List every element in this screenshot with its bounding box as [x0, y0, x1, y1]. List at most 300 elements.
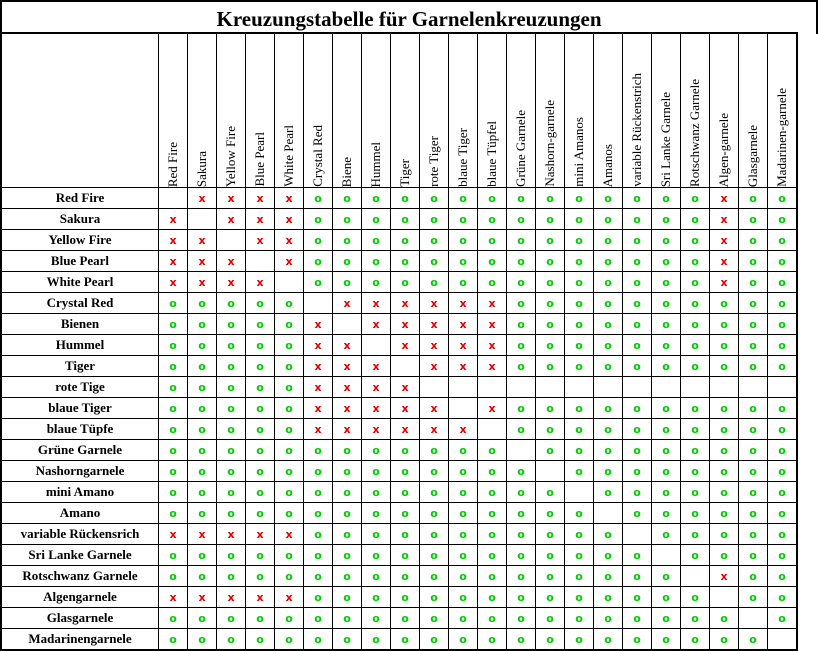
compatible-mark: o [343, 611, 351, 625]
table-cell [565, 482, 594, 503]
table-cell [188, 209, 217, 230]
table-cell [420, 314, 449, 335]
compatible-mark: o [256, 485, 264, 499]
column-header-label: Algen-garnele [716, 112, 731, 187]
compatible-mark: o [691, 422, 699, 436]
table-cell [217, 188, 246, 209]
compatible-mark: o [517, 569, 525, 583]
row-header: Red Fire [1, 188, 159, 209]
compatible-mark: o [517, 338, 525, 352]
incompatible-mark: x [459, 296, 467, 310]
table-cell [362, 209, 391, 230]
compatible-mark: o [662, 590, 670, 604]
compatible-mark: o [488, 275, 496, 289]
compatible-mark: o [198, 359, 206, 373]
table-cell [565, 209, 594, 230]
compatible-mark: o [343, 569, 351, 583]
table-cell [159, 188, 188, 209]
table-cell [275, 608, 304, 629]
table-cell [623, 440, 652, 461]
row-header: Glasgarnele [1, 608, 159, 629]
table-cell [246, 209, 275, 230]
table-cell [449, 230, 478, 251]
compatible-mark: o [198, 548, 206, 562]
table-cell [217, 419, 246, 440]
column-header [507, 33, 536, 188]
table-cell [449, 461, 478, 482]
compatible-mark: o [314, 527, 322, 541]
incompatible-mark: x [314, 422, 322, 436]
table-cell [420, 482, 449, 503]
compatible-mark: o [778, 443, 786, 457]
incompatible-mark: x [256, 212, 264, 226]
table-cell [217, 608, 246, 629]
table-cell [739, 335, 768, 356]
incompatible-mark: x [372, 317, 380, 331]
compatible-mark: o [749, 590, 757, 604]
table-cell [449, 293, 478, 314]
table-cell [478, 608, 507, 629]
compatible-mark: o [256, 338, 264, 352]
incompatible-mark: x [459, 422, 467, 436]
row-header: Hummel [1, 335, 159, 356]
table-cell [565, 419, 594, 440]
compatible-mark: o [401, 527, 409, 541]
compatible-mark: o [256, 569, 264, 583]
table-cell [623, 377, 652, 398]
table-cell [507, 482, 536, 503]
incompatible-mark: x [314, 359, 322, 373]
table-cell [449, 608, 478, 629]
table-cell [333, 440, 362, 461]
table-cell [768, 482, 798, 503]
compatible-mark: o [633, 422, 641, 436]
compatible-mark: o [517, 527, 525, 541]
table-cell [275, 398, 304, 419]
table-cell [362, 251, 391, 272]
table-cell [159, 293, 188, 314]
incompatible-mark: x [198, 527, 206, 541]
crossing-table [0, 32, 798, 651]
table-cell [594, 188, 623, 209]
table-cell [507, 608, 536, 629]
table-cell [478, 314, 507, 335]
table-cell [275, 524, 304, 545]
table-cell [768, 335, 798, 356]
compatible-mark: o [285, 317, 293, 331]
table-cell [188, 608, 217, 629]
incompatible-mark: x [401, 380, 409, 394]
table-cell [710, 461, 739, 482]
table-cell [478, 398, 507, 419]
table-cell [594, 293, 623, 314]
compatible-mark: o [662, 611, 670, 625]
compatible-mark: o [314, 254, 322, 268]
table-cell [652, 356, 681, 377]
compatible-mark: o [691, 338, 699, 352]
compatible-mark: o [546, 632, 554, 646]
compatible-mark: o [343, 275, 351, 289]
table-row [1, 503, 797, 524]
table-cell [768, 230, 798, 251]
table-cell [159, 398, 188, 419]
incompatible-mark: x [401, 317, 409, 331]
compatible-mark: o [227, 443, 235, 457]
table-cell [362, 293, 391, 314]
table-cell [304, 335, 333, 356]
compatible-mark: o [691, 590, 699, 604]
compatible-mark: o [575, 506, 583, 520]
table-cell [507, 377, 536, 398]
compatible-mark: o [604, 233, 612, 247]
compatible-mark: o [488, 611, 496, 625]
table-cell [304, 209, 333, 230]
table-cell [333, 482, 362, 503]
table-cell [362, 503, 391, 524]
compatible-mark: o [401, 254, 409, 268]
table-cell [420, 293, 449, 314]
compatible-mark: o [604, 569, 612, 583]
table-cell [768, 293, 798, 314]
compatible-mark: o [778, 422, 786, 436]
table-cell [623, 545, 652, 566]
table-cell [478, 587, 507, 608]
table-cell [507, 545, 536, 566]
table-cell [681, 209, 710, 230]
table-cell [652, 209, 681, 230]
compatible-mark: o [488, 485, 496, 499]
compatible-mark: o [488, 548, 496, 562]
table-cell [710, 398, 739, 419]
compatible-mark: o [372, 254, 380, 268]
table-cell [333, 251, 362, 272]
table-cell [478, 335, 507, 356]
table-row [1, 629, 797, 651]
table-cell [565, 188, 594, 209]
table-cell [304, 251, 333, 272]
table-cell [246, 524, 275, 545]
table-cell [391, 209, 420, 230]
incompatible-mark: x [372, 380, 380, 394]
compatible-mark: o [546, 506, 554, 520]
compatible-mark: o [517, 632, 525, 646]
table-cell [623, 209, 652, 230]
compatible-mark: o [662, 569, 670, 583]
compatible-mark: o [778, 191, 786, 205]
compatible-mark: o [256, 359, 264, 373]
table-cell [507, 293, 536, 314]
compatible-mark: o [749, 275, 757, 289]
table-cell [304, 230, 333, 251]
compatible-mark: o [314, 212, 322, 226]
table-cell [478, 356, 507, 377]
table-cell [594, 335, 623, 356]
table-cell [768, 566, 798, 587]
table-cell [478, 251, 507, 272]
compatible-mark: o [285, 548, 293, 562]
incompatible-mark: x [198, 275, 206, 289]
compatible-mark: o [198, 317, 206, 331]
table-cell [217, 335, 246, 356]
table-cell [246, 608, 275, 629]
compatible-mark: o [546, 422, 554, 436]
incompatible-mark: x [256, 590, 264, 604]
table-cell [188, 188, 217, 209]
table-cell [275, 482, 304, 503]
table-cell [333, 629, 362, 651]
compatible-mark: o [401, 191, 409, 205]
compatible-mark: o [401, 590, 409, 604]
incompatible-mark: x [720, 254, 728, 268]
table-cell [681, 419, 710, 440]
table-cell [275, 566, 304, 587]
table-cell [362, 608, 391, 629]
compatible-mark: o [633, 254, 641, 268]
compatible-mark: o [546, 359, 554, 373]
table-cell [478, 188, 507, 209]
table-cell [246, 230, 275, 251]
table-cell [188, 482, 217, 503]
compatible-mark: o [662, 254, 670, 268]
table-cell [449, 209, 478, 230]
compatible-mark: o [488, 254, 496, 268]
table-cell [710, 335, 739, 356]
table-cell [739, 188, 768, 209]
compatible-mark: o [749, 212, 757, 226]
table-cell [420, 419, 449, 440]
table-cell [565, 272, 594, 293]
compatible-mark: o [314, 464, 322, 478]
compatible-mark: o [749, 254, 757, 268]
table-cell [391, 629, 420, 651]
table-cell [362, 419, 391, 440]
compatible-mark: o [633, 338, 641, 352]
table-cell [710, 482, 739, 503]
table-cell [159, 335, 188, 356]
compatible-mark: o [372, 611, 380, 625]
compatible-mark: o [401, 611, 409, 625]
table-cell [507, 440, 536, 461]
table-cell [304, 356, 333, 377]
compatible-mark: o [662, 275, 670, 289]
column-header-label: blaue Tiger [455, 128, 470, 187]
compatible-mark: o [343, 527, 351, 541]
row-header: blaue Tiger [1, 398, 159, 419]
compatible-mark: o [227, 317, 235, 331]
table-cell [681, 482, 710, 503]
compatible-mark: o [227, 401, 235, 415]
compatible-mark: o [227, 548, 235, 562]
incompatible-mark: x [372, 401, 380, 415]
column-header [652, 33, 681, 188]
compatible-mark: o [430, 254, 438, 268]
incompatible-mark: x [488, 317, 496, 331]
compatible-mark: o [198, 401, 206, 415]
table-cell [478, 272, 507, 293]
table-cell [710, 566, 739, 587]
column-header [391, 33, 420, 188]
column-header-label: Crystal Red [310, 125, 325, 187]
table-cell [768, 629, 798, 651]
compatible-mark: o [314, 275, 322, 289]
compatible-mark: o [459, 611, 467, 625]
table-cell [739, 356, 768, 377]
compatible-mark: o [778, 611, 786, 625]
table-cell [449, 419, 478, 440]
incompatible-mark: x [430, 317, 438, 331]
table-cell [333, 293, 362, 314]
table-cell [739, 461, 768, 482]
compatible-mark: o [517, 191, 525, 205]
table-cell [420, 272, 449, 293]
compatible-mark: o [430, 485, 438, 499]
table-cell [362, 440, 391, 461]
table-cell [681, 503, 710, 524]
table-cell [681, 629, 710, 651]
incompatible-mark: x [169, 275, 177, 289]
table-cell [391, 356, 420, 377]
compatible-mark: o [778, 485, 786, 499]
incompatible-mark: x [314, 338, 322, 352]
compatible-mark: o [314, 548, 322, 562]
compatible-mark: o [546, 254, 554, 268]
compatible-mark: o [691, 233, 699, 247]
table-cell [217, 314, 246, 335]
compatible-mark: o [633, 233, 641, 247]
compatible-mark: o [691, 359, 699, 373]
incompatible-mark: x [401, 401, 409, 415]
compatible-mark: o [430, 464, 438, 478]
table-cell [739, 272, 768, 293]
compatible-mark: o [169, 548, 177, 562]
table-cell [391, 419, 420, 440]
compatible-mark: o [488, 212, 496, 226]
table-cell [362, 587, 391, 608]
compatible-mark: o [517, 464, 525, 478]
table-cell [565, 356, 594, 377]
table-cell [652, 398, 681, 419]
compatible-mark: o [459, 569, 467, 583]
compatible-mark: o [604, 464, 612, 478]
compatible-mark: o [430, 527, 438, 541]
table-cell [681, 566, 710, 587]
column-header-label: Glasgarnele [745, 124, 760, 187]
incompatible-mark: x [430, 359, 438, 373]
table-cell [478, 545, 507, 566]
incompatible-mark: x [459, 317, 467, 331]
table-cell [536, 377, 565, 398]
table-cell [362, 629, 391, 651]
compatible-mark: o [256, 317, 264, 331]
incompatible-mark: x [256, 275, 264, 289]
incompatible-mark: x [459, 359, 467, 373]
table-cell [333, 188, 362, 209]
table-cell [681, 230, 710, 251]
incompatible-mark: x [343, 296, 351, 310]
table-title: Kreuzungstabelle für Garnelenkreuzungen [0, 0, 818, 34]
table-cell [188, 272, 217, 293]
compatible-mark: o [604, 338, 612, 352]
table-cell [159, 503, 188, 524]
table-cell [681, 587, 710, 608]
table-cell [710, 209, 739, 230]
compatible-mark: o [720, 422, 728, 436]
table-cell [507, 230, 536, 251]
incompatible-mark: x [488, 401, 496, 415]
compatible-mark: o [604, 359, 612, 373]
compatible-mark: o [575, 422, 583, 436]
table-cell [594, 503, 623, 524]
compatible-mark: o [778, 569, 786, 583]
table-cell [739, 440, 768, 461]
table-cell [304, 524, 333, 545]
compatible-mark: o [778, 506, 786, 520]
table-cell [449, 356, 478, 377]
compatible-mark: o [517, 506, 525, 520]
compatible-mark: o [546, 233, 554, 247]
table-cell [478, 377, 507, 398]
compatible-mark: o [691, 443, 699, 457]
compatible-mark: o [720, 632, 728, 646]
incompatible-mark: x [343, 338, 351, 352]
compatible-mark: o [459, 548, 467, 562]
table-cell [768, 356, 798, 377]
table-cell [652, 251, 681, 272]
incompatible-mark: x [169, 527, 177, 541]
compatible-mark: o [314, 485, 322, 499]
table-cell [594, 629, 623, 651]
compatible-mark: o [401, 632, 409, 646]
table-cell [420, 629, 449, 651]
table-cell [333, 608, 362, 629]
table-cell [246, 419, 275, 440]
table-cell [507, 419, 536, 440]
compatible-mark: o [198, 569, 206, 583]
compatible-mark: o [662, 464, 670, 478]
table-cell [623, 356, 652, 377]
table-cell [217, 356, 246, 377]
compatible-mark: o [430, 233, 438, 247]
compatible-mark: o [343, 464, 351, 478]
table-cell [768, 545, 798, 566]
table-cell [594, 230, 623, 251]
table-cell [536, 587, 565, 608]
table-cell [652, 419, 681, 440]
column-header-label: Madarinen-garnele [774, 88, 789, 187]
table-cell [304, 314, 333, 335]
table-cell [391, 314, 420, 335]
table-cell [304, 629, 333, 651]
table-cell [391, 482, 420, 503]
table-cell [391, 398, 420, 419]
compatible-mark: o [633, 296, 641, 310]
incompatible-mark: x [285, 191, 293, 205]
table-cell [565, 566, 594, 587]
compatible-mark: o [459, 275, 467, 289]
table-cell [304, 587, 333, 608]
compatible-mark: o [285, 632, 293, 646]
table-cell [159, 482, 188, 503]
table-cell [594, 398, 623, 419]
compatible-mark: o [372, 443, 380, 457]
row-header: Madarinengarnele [1, 629, 159, 651]
corner-cell [1, 33, 159, 188]
compatible-mark: o [604, 611, 612, 625]
table-cell [536, 461, 565, 482]
table-cell [652, 377, 681, 398]
table-cell [536, 503, 565, 524]
table-row [1, 440, 797, 461]
